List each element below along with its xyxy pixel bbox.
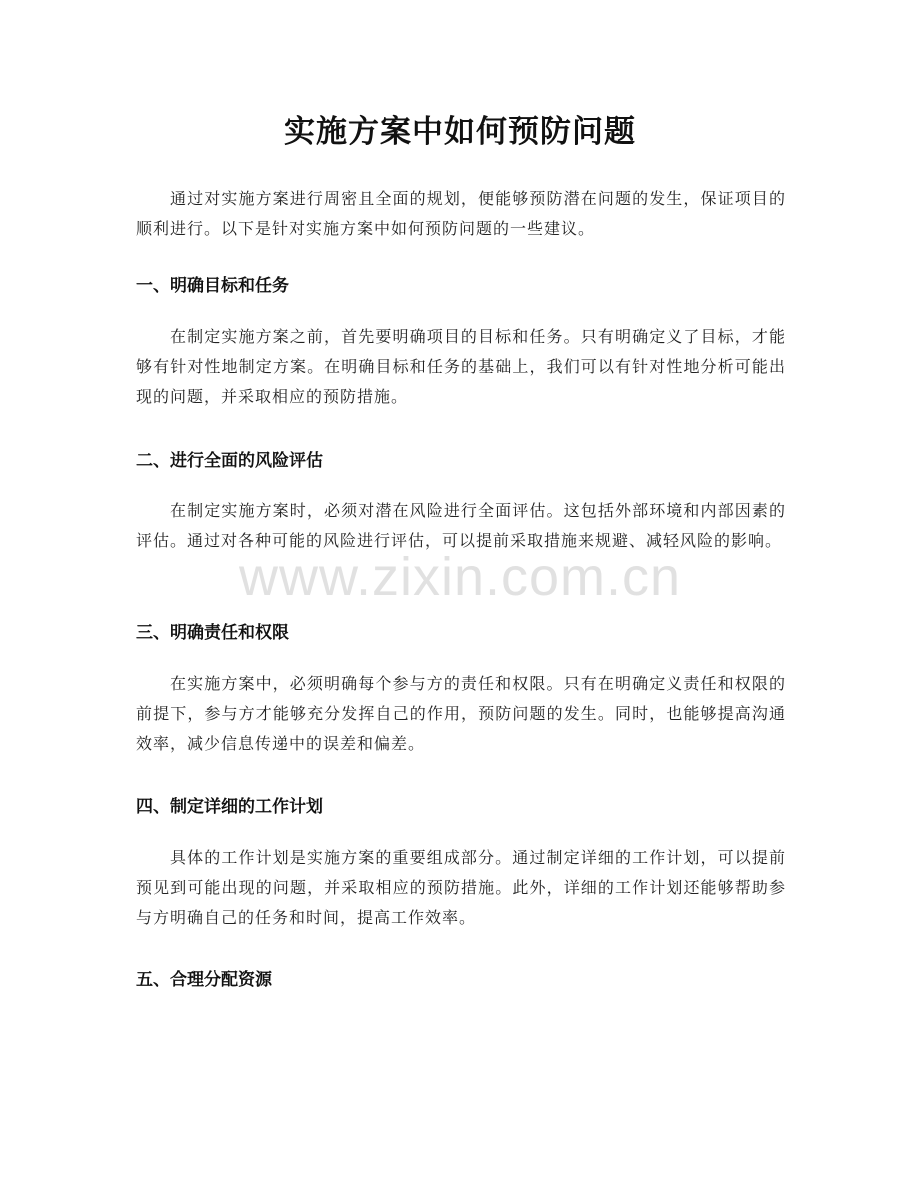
section-body-4: 具体的工作计划是实施方案的重要组成部分。通过制定详细的工作计划，可以提前预见到可能出现的问题，并采取相应的预防措施。此外，详细的工作计划还能够帮助参与方明确自己的任务和时间，提高工作效率。 <box>136 848 786 927</box>
section-heading-3: 三、明确责任和权限 <box>136 623 289 643</box>
section-body-1: 在制定实施方案之前，首先要明确项目的目标和任务。只有明确定义了目标，才能够有针对性地制定方案。在明确目标和任务的基础上，我们可以有针对性地分析可能出现的问题，并采取相应的预防措施。 <box>136 327 786 406</box>
section-heading-2: 二、进行全面的风险评估 <box>136 451 323 471</box>
section-heading-4: 四、制定详细的工作计划 <box>136 797 323 817</box>
section-body-3: 在实施方案中，必须明确每个参与方的责任和权限。只有在明确定义责任和权限的前提下，参与方才能够充分发挥自己的作用，预防问题的发生。同时，也能够提高沟通效率，减少信息传递中的误差和偏差。 <box>136 674 786 753</box>
section-heading-1: 一、明确目标和任务 <box>136 276 289 296</box>
document-title: 实施方案中如何预防问题 <box>284 114 636 150</box>
watermark: www.zixin.com.cn <box>238 547 682 607</box>
section-body-2: 在制定实施方案时，必须对潜在风险进行全面评估。这包括外部环境和内部因素的评估。通过对各种可能的风险进行评估，可以提前采取措施来规避、减轻风险的影响。 <box>136 501 786 550</box>
section-heading-5: 五、合理分配资源 <box>136 970 272 990</box>
intro-paragraph: 通过对实施方案进行周密且全面的规划，便能够预防潜在问题的发生，保证项目的顺利进行。以下是针对实施方案中如何预防问题的一些建议。 <box>136 189 786 238</box>
